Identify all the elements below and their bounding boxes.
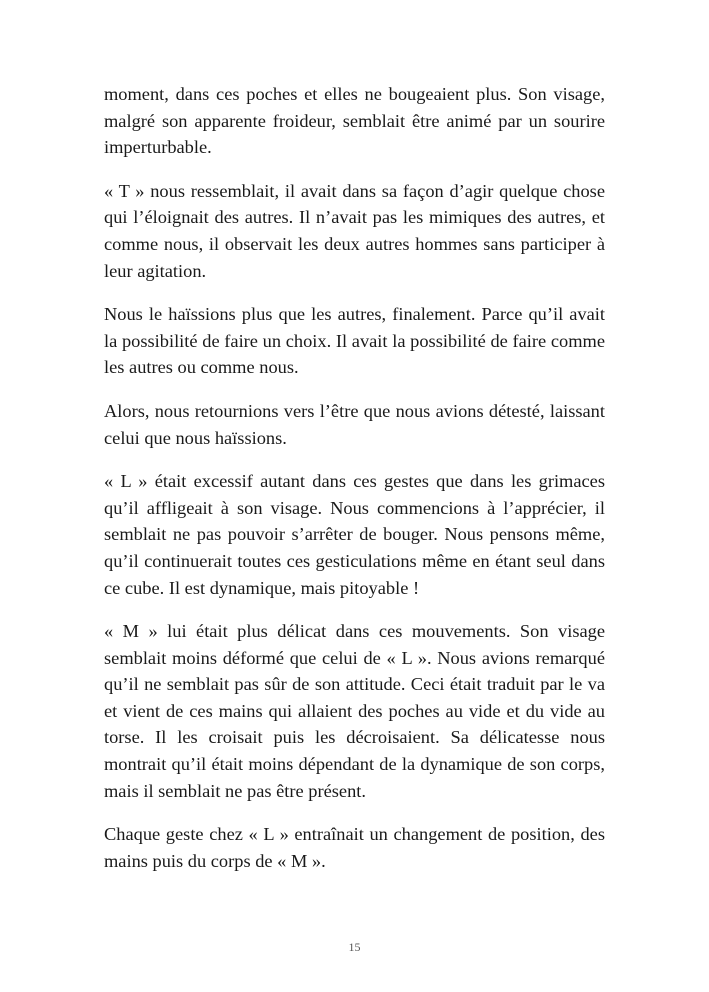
body-text: [104, 81, 605, 891]
paragraph-3: Nous le haïssions plus que les autres, finalement. Parce qu’il avait la possibilité de faire un choix. Il avait la possibilité de faire comme les autres ou comme nous.: [104, 304, 605, 378]
paragraph-5: « L » était excessif autant dans ces gestes que dans les grimaces qu’il affligeait à son visage. Nous commencions à l’apprécier, il semblait ne pas pouvoir s’arrêter de bouger. Nous pensons même, qu’il continuerait toutes ces gesticulations même en étant seul dans ce cube. Il est dynamique, mais pitoyable !: [104, 471, 605, 598]
paragraph-6: « M » lui était plus délicat dans ces mouvements. Son visage semblait moins déformé que celui de « L ». Nous avions remarqué qu’il ne semblait pas sûr de son attitude. Ceci était traduit par le va et vient de ces mains qui allaient des poches au vide et du vide au torse. Il les croisait puis les décroisaient. Sa délicatesse nous montrait qu’il était moins dépendant de la dynamique de son corps, mais il semblait ne pas être présent.: [104, 621, 605, 801]
paragraph-2: « T » nous ressemblait, il avait dans sa façon d’agir quelque chose qui l’éloignait des autres. Il n’avait pas les mimiques des autres, et comme nous, il observait les deux autres hommes sans participer à leur agitation.: [104, 180, 605, 281]
paragraph-7: Chaque geste chez « L » entraînait un changement de position, des mains puis du corps de « M ».: [104, 824, 605, 871]
paragraph-1: moment, dans ces poches et elles ne bougeaient plus. Son visage, malgré son apparente froideur, semblait être animé par un sourire imperturbable.: [104, 84, 605, 158]
page-number: 15: [348, 940, 361, 954]
paragraph-4: Alors, nous retournions vers l’être que nous avions détesté, laissant celui que nous haïssions.: [104, 400, 605, 448]
